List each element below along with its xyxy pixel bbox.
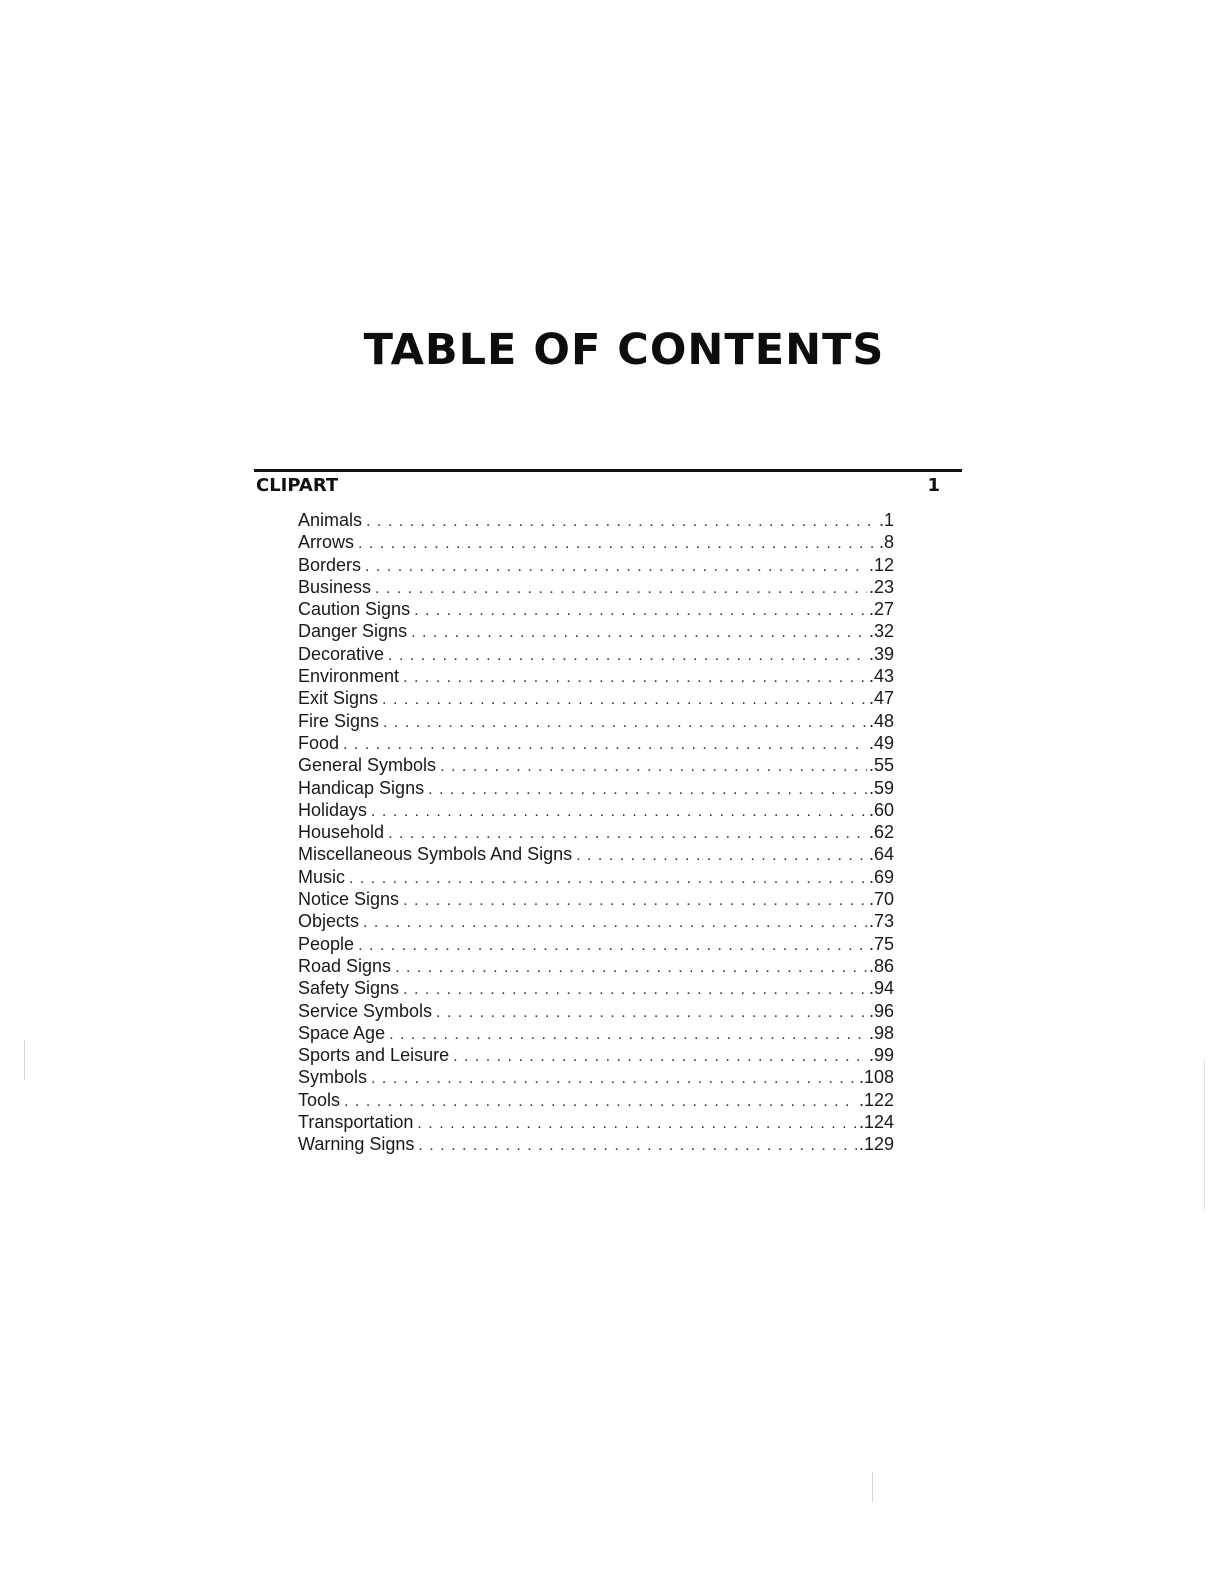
toc-entry-label: Warning Signs (298, 1134, 415, 1155)
toc-entry (298, 843, 894, 865)
toc-dot-leader (375, 578, 867, 600)
toc-entry-page-number: .98 (868, 1022, 894, 1043)
toc-entry-label: Space Age (298, 1022, 386, 1043)
section-divider (254, 469, 962, 472)
toc-entry (298, 799, 894, 821)
toc-entry-page-number: .59 (868, 777, 894, 798)
toc-entry-label: Arrows (298, 532, 355, 553)
toc-entry (298, 576, 894, 598)
toc-entry (298, 1022, 894, 1044)
toc-entry-page-number: .47 (868, 688, 894, 709)
toc-entry-label: Food (298, 732, 340, 753)
toc-entry-label: Fire Signs (298, 710, 380, 731)
toc-dot-leader (576, 845, 867, 867)
toc-entry-page-number: .75 (868, 933, 894, 954)
toc-entry-label: Danger Signs (298, 621, 408, 642)
toc-entry-page-number: .27 (868, 599, 894, 620)
toc-entry-page-number: .96 (868, 1000, 894, 1021)
toc-dot-leader (403, 890, 867, 912)
toc-entry-page-number: .1 (878, 510, 894, 530)
toc-entry-label: Environment (298, 666, 400, 687)
toc-entry-label: Transportation (298, 1112, 414, 1133)
toc-entry (298, 821, 894, 843)
toc-entry (298, 620, 894, 642)
toc-entry (298, 866, 894, 888)
toc-dot-leader (389, 1024, 867, 1046)
toc-dot-leader (403, 667, 867, 689)
toc-entry-page-number: .43 (868, 666, 894, 687)
toc-entry-label: Miscellaneous Symbols And Signs (298, 844, 573, 865)
toc-dot-leader (395, 957, 867, 979)
toc-entry-label: Business (298, 576, 372, 597)
toc-entry (298, 665, 894, 687)
toc-dot-leader (436, 1002, 867, 1024)
toc-entry (298, 1066, 894, 1088)
toc-entry (298, 888, 894, 910)
scan-artifact-left (24, 1040, 25, 1080)
toc-entry-label: Handicap Signs (298, 777, 425, 798)
toc-entry-page-number: .55 (868, 755, 894, 776)
toc-dot-leader (365, 556, 867, 578)
toc-dot-leader (388, 645, 867, 667)
toc-entry-page-number: .70 (868, 889, 894, 910)
toc-dot-leader (403, 979, 867, 1001)
toc-dot-leader (366, 511, 877, 533)
toc-entry-label: Road Signs (298, 955, 392, 976)
toc-entry-list (298, 509, 894, 1156)
toc-entry-page-number: .73 (868, 911, 894, 932)
toc-dot-leader (382, 689, 867, 711)
scan-artifact-right (1204, 1060, 1205, 1210)
toc-dot-leader (388, 823, 867, 845)
toc-entry-label: Decorative (298, 643, 385, 664)
toc-dot-leader (344, 1091, 857, 1113)
toc-dot-leader (358, 533, 877, 555)
toc-dot-leader (418, 1135, 857, 1157)
toc-entry-label: Tools (298, 1089, 341, 1110)
toc-dot-leader (383, 712, 867, 734)
toc-dot-leader (453, 1046, 867, 1068)
toc-entry (298, 509, 894, 531)
toc-entry (298, 531, 894, 553)
toc-entry-page-number: .108 (858, 1067, 894, 1088)
toc-entry-label: General Symbols (298, 755, 437, 776)
toc-entry (298, 687, 894, 709)
scan-artifact-bottom (872, 1472, 873, 1502)
toc-dot-leader (414, 600, 867, 622)
toc-entry-label: Animals (298, 510, 363, 530)
toc-entry (298, 1133, 894, 1155)
toc-entry-label: Sports and Leisure (298, 1045, 450, 1066)
toc-entry-page-number: .129 (858, 1134, 894, 1155)
toc-entry-page-number: .62 (868, 822, 894, 843)
toc-entry (298, 710, 894, 732)
toc-entry-page-number: .122 (858, 1089, 894, 1110)
toc-entry (298, 910, 894, 932)
toc-dot-leader (358, 935, 867, 957)
toc-entry-label: Symbols (298, 1067, 368, 1088)
toc-entry-label: Caution Signs (298, 599, 411, 620)
toc-entry-label: Service Symbols (298, 1000, 433, 1021)
toc-entry (298, 598, 894, 620)
toc-entry (298, 1000, 894, 1022)
toc-entry (298, 732, 894, 754)
toc-entry-label: Household (298, 822, 385, 843)
toc-entry-page-number: .94 (868, 978, 894, 999)
toc-entry-label: Notice Signs (298, 889, 400, 910)
toc-entry (298, 1089, 894, 1111)
toc-entry-page-number: .99 (868, 1045, 894, 1066)
toc-dot-leader (371, 801, 867, 823)
toc-entry-label: Exit Signs (298, 688, 379, 709)
toc-entry-label: Safety Signs (298, 978, 400, 999)
toc-entry (298, 754, 894, 776)
section-header (256, 475, 940, 496)
toc-entry (298, 1044, 894, 1066)
toc-entry-page-number: .48 (868, 710, 894, 731)
toc-entry-page-number: .8 (878, 532, 894, 553)
section-name: CLIPART (256, 475, 339, 496)
toc-entry-label: Music (298, 866, 346, 887)
toc-dot-leader (349, 868, 867, 890)
toc-entry-page-number: .69 (868, 866, 894, 887)
toc-dot-leader (363, 912, 867, 934)
toc-entry (298, 977, 894, 999)
toc-entry-page-number: .49 (868, 732, 894, 753)
toc-entry-label: Objects (298, 911, 360, 932)
section-page-number: 1 (927, 475, 940, 496)
toc-dot-leader (440, 756, 867, 778)
toc-dot-leader (411, 622, 867, 644)
toc-entry (298, 933, 894, 955)
toc-entry-page-number: .124 (858, 1112, 894, 1133)
toc-entry (298, 777, 894, 799)
toc-entry-label: Holidays (298, 799, 368, 820)
toc-entry-page-number: .23 (868, 576, 894, 597)
toc-dot-leader (417, 1113, 857, 1135)
toc-entry-page-number: .60 (868, 799, 894, 820)
toc-entry (298, 643, 894, 665)
toc-entry (298, 1111, 894, 1133)
page-title: TABLE OF CONTENTS (363, 325, 885, 375)
toc-entry-page-number: .39 (868, 643, 894, 664)
toc-entry-page-number: .32 (868, 621, 894, 642)
toc-entry (298, 955, 894, 977)
toc-entry-label: People (298, 933, 355, 954)
toc-entry-label: Borders (298, 554, 362, 575)
toc-dot-leader (428, 779, 867, 801)
toc-entry-page-number: .86 (868, 955, 894, 976)
toc-entry (298, 554, 894, 576)
toc-entry-page-number: .12 (868, 554, 894, 575)
toc-dot-leader (371, 1068, 857, 1090)
toc-entry-page-number: .64 (868, 844, 894, 865)
toc-dot-leader (343, 734, 867, 756)
